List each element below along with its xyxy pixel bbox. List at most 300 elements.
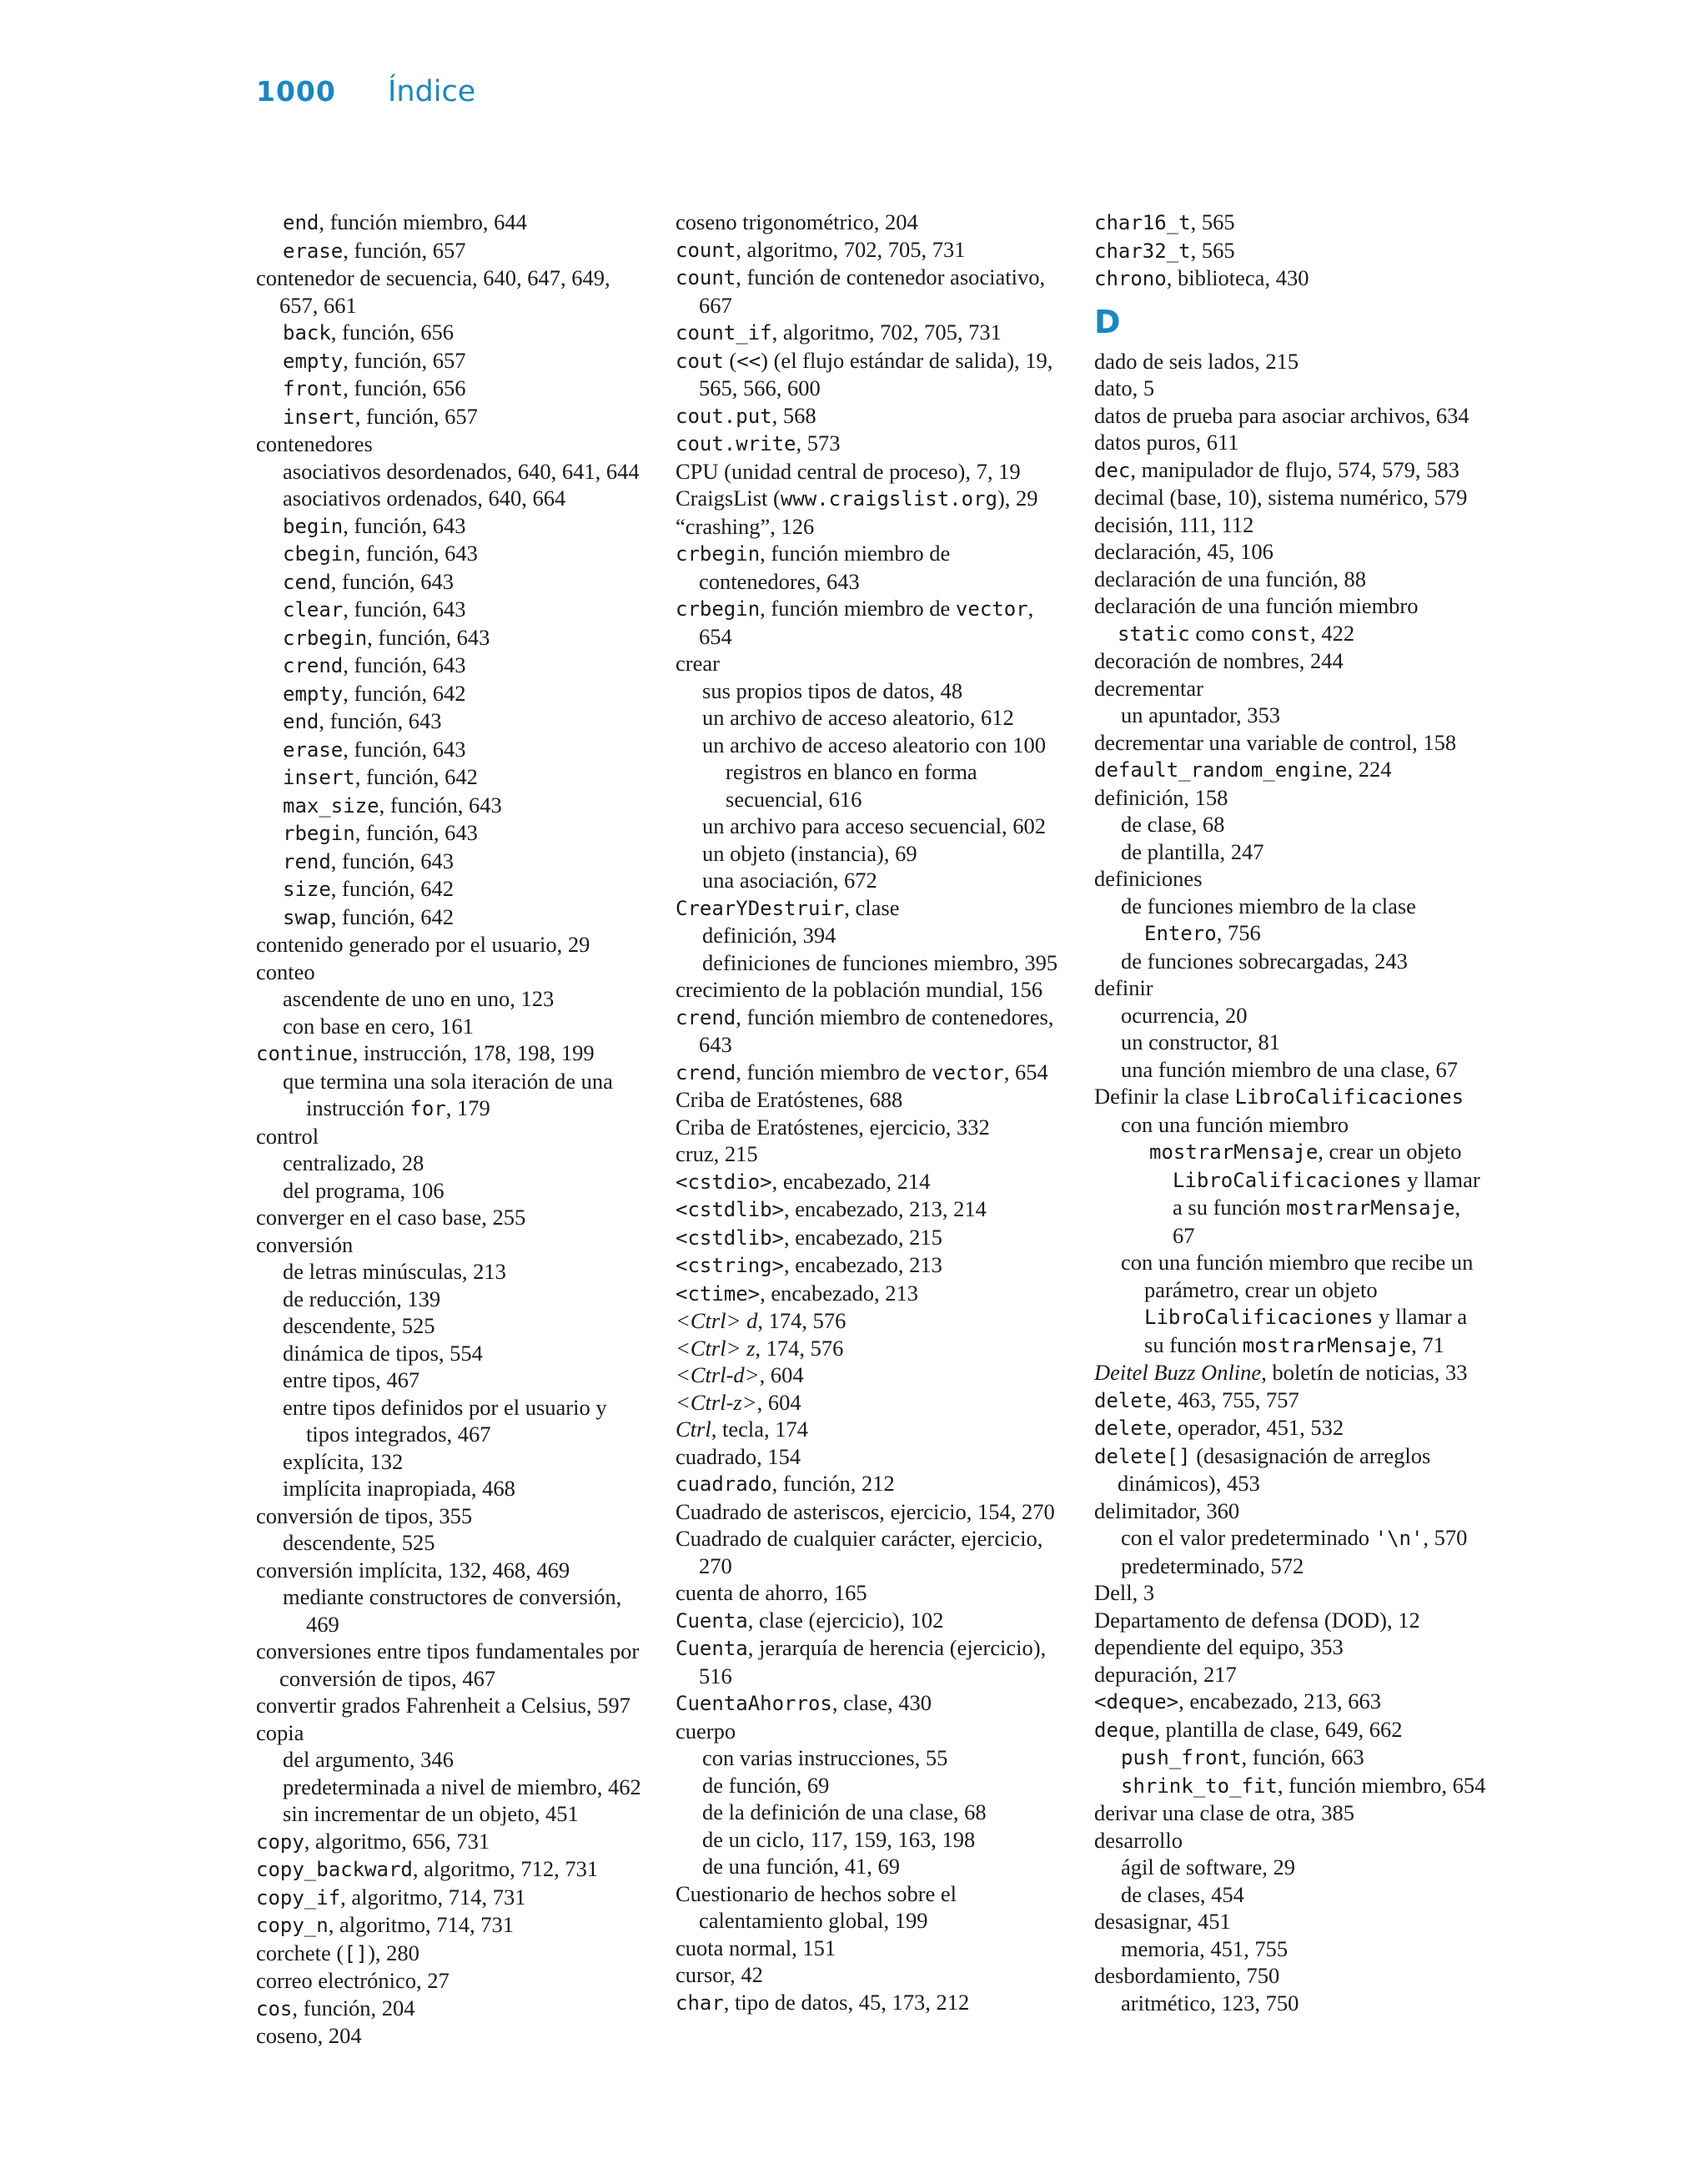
index-subentry bbox=[256, 1312, 648, 1340]
entry-text: , 568 bbox=[771, 402, 816, 428]
code-term: cout.write bbox=[676, 432, 796, 455]
entry-text: de la definición de una clase, 68 bbox=[702, 1799, 987, 1824]
code-term: CuentaAhorros bbox=[676, 1692, 832, 1715]
index-entry bbox=[1094, 729, 1486, 757]
entry-text: un archivo para acceso secuencial, 602 bbox=[702, 813, 1047, 838]
index-entry bbox=[1094, 264, 1486, 293]
code-term: Entero bbox=[1144, 922, 1217, 945]
index-entry bbox=[676, 1280, 1068, 1308]
index-entry bbox=[256, 1995, 648, 2023]
entry-text: contenedores bbox=[256, 431, 373, 456]
code-term: crbegin bbox=[676, 542, 761, 566]
entry-text: con una función miembro que recibe un parámetro, crear un objeto bbox=[1121, 1250, 1474, 1302]
index-entry bbox=[1094, 484, 1486, 511]
entry-text: predeterminado, 572 bbox=[1121, 1552, 1304, 1578]
index-entry bbox=[1094, 675, 1486, 702]
code-term: vector bbox=[932, 1060, 1004, 1084]
code-term: push_front bbox=[1121, 1746, 1242, 1769]
index-subentry bbox=[676, 1799, 1068, 1826]
index-entry bbox=[256, 1502, 648, 1530]
index-subentry bbox=[1094, 1138, 1486, 1249]
index-entry bbox=[1094, 1688, 1486, 1716]
entry-text: declaración, 45, 106 bbox=[1094, 539, 1273, 564]
entry-text: cuadrado, 154 bbox=[676, 1443, 801, 1469]
code-term: count bbox=[676, 266, 736, 289]
index-subentry bbox=[1094, 1552, 1486, 1580]
entry-text: del argumento, 346 bbox=[283, 1747, 454, 1772]
entry-text: , función, 642 bbox=[354, 764, 478, 789]
entry-text: , algoritmo, 656, 731 bbox=[304, 1828, 490, 1854]
index-entry bbox=[676, 1140, 1068, 1168]
code-term: default_random_engine bbox=[1094, 758, 1348, 782]
entry-text: , 604 bbox=[759, 1362, 804, 1387]
entry-text: con una función miembro bbox=[1121, 1111, 1349, 1137]
entry-text: centralizado, 28 bbox=[283, 1150, 424, 1175]
index-entry bbox=[256, 1884, 648, 1912]
entry-text: , función, 643 bbox=[354, 820, 478, 845]
index-entry bbox=[676, 1880, 1068, 1935]
index-entry bbox=[676, 1961, 1068, 1989]
index-entry bbox=[676, 1168, 1068, 1196]
index-subentry bbox=[1094, 1744, 1486, 1772]
index-entry bbox=[1094, 1908, 1486, 1935]
index-entry bbox=[676, 595, 1068, 650]
code-term: delete bbox=[1094, 1388, 1167, 1412]
index-column-2 bbox=[676, 209, 1068, 2016]
entry-text: CraigsList ( bbox=[676, 486, 781, 511]
index-subentry bbox=[256, 624, 648, 652]
entry-text: definición, 158 bbox=[1094, 784, 1228, 810]
entry-text: , 570 bbox=[1423, 1525, 1468, 1550]
code-term: delete[] bbox=[1094, 1444, 1191, 1468]
entry-text: de función, 69 bbox=[702, 1772, 830, 1798]
code-term: const bbox=[1249, 621, 1311, 646]
entry-text: , función, 643 bbox=[379, 792, 502, 818]
entry-text: , instrucción, 178, 198, 199 bbox=[352, 1040, 595, 1065]
index-subentry bbox=[1094, 1772, 1486, 1800]
code-term: insert bbox=[283, 405, 355, 429]
index-entry bbox=[1094, 592, 1486, 647]
index-subentry bbox=[676, 732, 1068, 813]
entry-text: definición, 394 bbox=[702, 923, 836, 948]
entry-text: , función, 643 bbox=[343, 736, 466, 762]
code-term: deque bbox=[1094, 1718, 1155, 1742]
entry-text: <Ctrl-d> bbox=[676, 1362, 760, 1387]
index-subentry bbox=[1094, 811, 1486, 838]
index-subentry bbox=[256, 512, 648, 541]
index-entry bbox=[1094, 1607, 1486, 1634]
code-term: LibroCalificaciones bbox=[1234, 1085, 1464, 1109]
code-term: for bbox=[409, 1097, 446, 1120]
index-entry bbox=[256, 931, 648, 959]
entry-text: Cuadrado de asteriscos, ejercicio, 154, 270 bbox=[676, 1498, 1055, 1524]
entry-text: , algoritmo, 712, 731 bbox=[412, 1856, 599, 1881]
entry-text: , función miembro de bbox=[736, 1059, 932, 1084]
code-term: clear bbox=[283, 598, 344, 621]
entry-text: dato, 5 bbox=[1094, 375, 1155, 400]
entry-text: , función, 642 bbox=[330, 876, 454, 901]
entry-text: Ctrl bbox=[676, 1417, 711, 1442]
index-subentry bbox=[256, 1475, 648, 1502]
entry-text: ( bbox=[723, 347, 737, 373]
index-subentry bbox=[256, 819, 648, 848]
entry-text: “crashing”, 126 bbox=[676, 513, 815, 539]
entry-text: declaración de una función, 88 bbox=[1094, 566, 1366, 591]
entry-text: y llamar a su función bbox=[1144, 1304, 1468, 1357]
entry-text: un objeto (instancia), 69 bbox=[702, 840, 917, 866]
index-entry bbox=[676, 319, 1068, 347]
index-entry bbox=[676, 1718, 1068, 1745]
code-term: char16_t bbox=[1094, 211, 1191, 234]
index-subentry bbox=[256, 652, 648, 680]
entry-text: , encabezado, 213, 214 bbox=[784, 1196, 987, 1221]
code-term: copy bbox=[256, 1829, 304, 1854]
index-entry bbox=[1094, 209, 1486, 237]
index-subentry bbox=[256, 1394, 648, 1448]
index-entry bbox=[1094, 1359, 1486, 1386]
entry-text: , encabezado, 214 bbox=[771, 1168, 931, 1194]
index-entry bbox=[1094, 566, 1486, 593]
index-subentry bbox=[676, 1826, 1068, 1854]
entry-text: <Ctrl> d bbox=[676, 1308, 758, 1333]
entry-text: , algoritmo, 702, 705, 731 bbox=[771, 320, 1002, 345]
code-term: rbegin bbox=[283, 822, 355, 845]
code-term: cos bbox=[256, 1996, 293, 2020]
index-subentry bbox=[256, 707, 648, 736]
entry-text: , encabezado, 213 bbox=[784, 1252, 942, 1277]
entry-text: <Ctrl-z> bbox=[676, 1389, 757, 1415]
entry-text: , función, 642 bbox=[330, 903, 454, 929]
entry-text: descendente, 525 bbox=[283, 1313, 435, 1338]
entry-text: , 654 bbox=[699, 596, 1034, 649]
entry-text: ) (el flujo estándar de salida), 19, 565, 566, 600 bbox=[699, 347, 1053, 400]
entry-text: , 224 bbox=[1347, 757, 1392, 782]
entry-text: , 179 bbox=[445, 1095, 490, 1120]
entry-text: control bbox=[256, 1123, 319, 1149]
index-entry bbox=[1094, 1497, 1486, 1525]
entry-text: del programa, 106 bbox=[283, 1177, 445, 1203]
entry-text: , 174, 576 bbox=[755, 1335, 844, 1361]
entry-text: , función, 657 bbox=[343, 237, 466, 263]
code-term: delete bbox=[1094, 1417, 1167, 1440]
index-entry bbox=[676, 513, 1068, 541]
entry-text: depuración, 217 bbox=[1094, 1661, 1237, 1687]
index-entry bbox=[1094, 456, 1486, 485]
entry-text: ocurrencia, 20 bbox=[1121, 1002, 1248, 1028]
entry-text: datos de prueba para asociar archivos, 634 bbox=[1094, 402, 1469, 428]
index-subentry bbox=[1094, 893, 1486, 948]
index-entry bbox=[676, 1470, 1068, 1498]
entry-text: un archivo de acceso aleatorio, 612 bbox=[702, 705, 1014, 730]
entry-text: copia bbox=[256, 1719, 304, 1745]
entry-text: Deitel Buzz Online bbox=[1094, 1360, 1262, 1385]
code-term: www.craigslist.org bbox=[780, 487, 997, 511]
entry-text: , función, 643 bbox=[330, 568, 454, 594]
index-subentry bbox=[256, 1177, 648, 1205]
index-subentry bbox=[256, 1366, 648, 1394]
index-entry bbox=[676, 485, 1068, 513]
code-term: continue bbox=[256, 1042, 353, 1065]
entry-text: un constructor, 81 bbox=[1121, 1029, 1281, 1054]
entry-text: , función de contenedor asociativo, 667 bbox=[699, 264, 1046, 318]
code-term: cbegin bbox=[283, 542, 355, 566]
entry-text: ágil de software, 29 bbox=[1121, 1854, 1295, 1880]
index-entry bbox=[676, 458, 1068, 486]
index-entry bbox=[1094, 237, 1486, 265]
index-entry bbox=[1094, 1083, 1486, 1111]
entry-text: entre tipos, 467 bbox=[283, 1367, 420, 1392]
index-subentry bbox=[256, 485, 648, 512]
entry-text: asociativos ordenados, 640, 664 bbox=[283, 486, 566, 511]
index-entry bbox=[676, 1989, 1068, 2017]
index-entry bbox=[676, 1416, 1068, 1443]
entry-text: Criba de Eratóstenes, 688 bbox=[676, 1087, 903, 1112]
index-entry bbox=[676, 1086, 1068, 1114]
code-term: [] bbox=[344, 1941, 369, 1965]
page-header bbox=[256, 75, 475, 125]
index-entry bbox=[676, 1634, 1068, 1689]
entry-text: aritmético, 123, 750 bbox=[1121, 1990, 1299, 2015]
entry-text: Dell, 3 bbox=[1094, 1580, 1155, 1605]
index-column-3 bbox=[1094, 209, 1486, 2016]
entry-text: ), 280 bbox=[368, 1940, 419, 1965]
entry-text: que termina una sola iteración de una instrucción bbox=[283, 1068, 613, 1120]
index-entry bbox=[1094, 1633, 1486, 1661]
entry-text: , 463, 755, 757 bbox=[1166, 1386, 1299, 1412]
index-subentry bbox=[256, 1258, 648, 1286]
entry-text: , 565 bbox=[1190, 209, 1235, 234]
entry-text: , algoritmo, 702, 705, 731 bbox=[736, 236, 966, 262]
index-subentry bbox=[1094, 1524, 1486, 1552]
index-subentry bbox=[1094, 1990, 1486, 2017]
code-term: char bbox=[676, 1990, 724, 2015]
index-entry bbox=[676, 1361, 1068, 1389]
entry-text: , 71 bbox=[1411, 1331, 1444, 1357]
entry-text: predeterminada a nivel de miembro, 462 bbox=[283, 1774, 641, 1799]
entry-text: , función miembro, 654 bbox=[1277, 1772, 1486, 1798]
code-term: crbegin bbox=[676, 597, 761, 621]
entry-text: , 654 bbox=[1003, 1059, 1048, 1084]
entry-text: , operador, 451, 532 bbox=[1166, 1415, 1344, 1440]
index-entry bbox=[676, 236, 1068, 264]
code-term: swap bbox=[283, 905, 331, 929]
index-subentry bbox=[676, 1772, 1068, 1799]
code-term: size bbox=[283, 878, 331, 901]
entry-text: corchete ( bbox=[256, 1940, 344, 1965]
index-entry bbox=[256, 1123, 648, 1150]
code-term: dec bbox=[1094, 458, 1131, 482]
entry-text: declaración de una función miembro bbox=[1094, 593, 1419, 618]
index-entry bbox=[676, 1607, 1068, 1635]
entry-text: una asociación, 672 bbox=[702, 868, 877, 893]
code-term: LibroCalificaciones bbox=[1144, 1306, 1374, 1329]
entry-text: desasignar, 451 bbox=[1094, 1909, 1231, 1934]
index-entry bbox=[1094, 1661, 1486, 1688]
index-entry bbox=[1094, 348, 1486, 375]
entry-text: , encabezado, 213 bbox=[760, 1280, 918, 1306]
code-term: Cuenta bbox=[676, 1637, 748, 1660]
entry-text: de una función, 41, 69 bbox=[702, 1854, 900, 1879]
code-term: chrono bbox=[1094, 267, 1167, 290]
index-entry bbox=[1094, 974, 1486, 1002]
entry-text: con varias instrucciones, 55 bbox=[702, 1745, 948, 1770]
entry-text: de plantilla, 247 bbox=[1121, 838, 1264, 864]
entry-text: , función, 643 bbox=[343, 596, 466, 621]
entry-text: , función, 657 bbox=[354, 403, 478, 429]
index-column-1 bbox=[256, 209, 648, 2050]
entry-text: coseno trigonométrico, 204 bbox=[676, 209, 918, 234]
entry-text: de reducción, 139 bbox=[283, 1286, 441, 1311]
index-subentry bbox=[1094, 1249, 1486, 1359]
entry-text: un archivo de acceso aleatorio con 100 registros en blanco en forma secuencial, 616 bbox=[702, 732, 1047, 812]
code-term: empty bbox=[283, 349, 344, 373]
entry-text: , manipulador de flujo, 574, 579, 583 bbox=[1130, 456, 1459, 482]
index-subentry bbox=[256, 1286, 648, 1313]
index-subentry bbox=[1094, 1111, 1486, 1139]
entry-text: , encabezado, 215 bbox=[784, 1224, 942, 1250]
entry-text: decisión, 111, 112 bbox=[1094, 511, 1254, 537]
entry-text: , función, 656 bbox=[330, 320, 454, 345]
code-term: cout bbox=[676, 349, 724, 373]
entry-text: conteo bbox=[256, 959, 315, 984]
entry-text: , función miembro de bbox=[760, 596, 956, 621]
entry-text: , función, 643 bbox=[343, 652, 466, 677]
index-entry bbox=[676, 209, 1068, 236]
index-subentry bbox=[1094, 838, 1486, 866]
index-subentry bbox=[676, 704, 1068, 732]
index-subentry bbox=[256, 792, 648, 820]
entry-text: , jerarquía de herencia (ejercicio), 516 bbox=[699, 1635, 1047, 1688]
code-term: empty bbox=[283, 682, 344, 706]
entry-text: , función, 663 bbox=[1241, 1744, 1364, 1769]
index-entry bbox=[1094, 1716, 1486, 1744]
index-subentry bbox=[256, 1068, 648, 1123]
index-entry bbox=[256, 1855, 648, 1884]
entry-text: convertir grados Fahrenheit a Celsius, 597 bbox=[256, 1693, 630, 1718]
entry-text: conversiones entre tipos fundamentales por conversión de tipos, 467 bbox=[256, 1638, 640, 1691]
code-term: mostrarMensaje bbox=[1242, 1333, 1412, 1357]
entry-text: Departamento de defensa (DOD), 12 bbox=[1094, 1607, 1420, 1633]
code-term: max_size bbox=[283, 793, 379, 818]
entry-text: , algoritmo, 714, 731 bbox=[340, 1884, 526, 1910]
entry-text: ), 29 bbox=[997, 486, 1038, 511]
index-entry bbox=[1094, 1962, 1486, 1990]
code-term: erase bbox=[283, 737, 344, 762]
code-term: mostrarMensaje bbox=[1286, 1196, 1455, 1220]
code-term: <deque> bbox=[1094, 1690, 1179, 1714]
index-subentry bbox=[1094, 1029, 1486, 1056]
code-term: <cstdlib> bbox=[676, 1225, 785, 1250]
index-entry bbox=[676, 894, 1068, 923]
entry-text: correo electrónico, 27 bbox=[256, 1968, 450, 1993]
entry-text: un apuntador, 353 bbox=[1121, 702, 1281, 727]
index-entry bbox=[1094, 1386, 1486, 1415]
entry-text: con el valor predeterminado bbox=[1121, 1525, 1375, 1550]
entry-text: memoria, 451, 755 bbox=[1121, 1935, 1289, 1961]
index-entry bbox=[1094, 402, 1486, 430]
index-subentry bbox=[676, 840, 1068, 868]
index-subentry bbox=[1094, 1935, 1486, 1963]
entry-text: , 573 bbox=[796, 430, 841, 455]
entry-text: dinámica de tipos, 554 bbox=[283, 1340, 483, 1366]
index-entry bbox=[676, 540, 1068, 595]
index-subentry bbox=[1094, 948, 1486, 975]
index-entry bbox=[676, 264, 1068, 319]
code-term: count bbox=[676, 238, 736, 262]
index-entry bbox=[1094, 784, 1486, 812]
entry-text: , clase (ejercicio), 102 bbox=[747, 1607, 944, 1633]
index-entry bbox=[256, 1719, 648, 1747]
index-entry bbox=[256, 2022, 648, 2050]
entry-text: con base en cero, 161 bbox=[283, 1013, 474, 1039]
entry-text: contenedor de secuencia, 640, 647, 649, 657, 661 bbox=[256, 265, 610, 318]
index-subentry bbox=[256, 848, 648, 876]
entry-text: desarrollo bbox=[1094, 1827, 1183, 1853]
entry-text: conversión implícita, 132, 468, 469 bbox=[256, 1557, 570, 1583]
entry-text: , 565 bbox=[1190, 237, 1235, 263]
entry-text: definiciones bbox=[1094, 866, 1203, 891]
entry-text: , 174, 576 bbox=[757, 1308, 846, 1333]
index-subentry bbox=[256, 1800, 648, 1828]
entry-text: de funciones miembro de la clase bbox=[1121, 893, 1416, 918]
entry-text: , 756 bbox=[1216, 920, 1261, 945]
index-entry bbox=[676, 1251, 1068, 1280]
entry-text: <Ctrl> z bbox=[676, 1335, 756, 1361]
code-term: vector bbox=[955, 597, 1028, 621]
entry-text: , función miembro de contenedores, 643 bbox=[699, 541, 951, 594]
entry-text: Criba de Eratóstenes, ejercicio, 332 bbox=[676, 1114, 990, 1140]
index-entry bbox=[1094, 429, 1486, 456]
code-term: back bbox=[283, 321, 331, 345]
entry-text: de clase, 68 bbox=[1121, 812, 1225, 837]
code-term: begin bbox=[283, 514, 344, 538]
entry-text: (desasignación de arreglos dinámicos), 453 bbox=[1118, 1442, 1431, 1496]
index-entry bbox=[1094, 1799, 1486, 1827]
code-term: crend bbox=[283, 654, 344, 677]
index-subentry bbox=[256, 1774, 648, 1801]
entry-text: , 422 bbox=[1310, 620, 1355, 646]
entry-text: , función, 657 bbox=[343, 347, 466, 373]
index-entry bbox=[256, 1940, 648, 1968]
entry-text: , función, 643 bbox=[330, 848, 454, 873]
code-term: static bbox=[1118, 621, 1190, 646]
index-entry bbox=[676, 1195, 1068, 1224]
entry-text: coseno, 204 bbox=[256, 2023, 362, 2048]
code-term: <cstdio> bbox=[676, 1170, 772, 1194]
index-subentry bbox=[256, 1448, 648, 1476]
page-number: 1000 bbox=[256, 75, 336, 108]
entry-text: implícita inapropiada, 468 bbox=[283, 1476, 515, 1501]
entry-text: decrementar una variable de control, 158 bbox=[1094, 729, 1457, 755]
entry-text: entre tipos definidos por el usuario y tipos integrados, 467 bbox=[283, 1394, 607, 1447]
entry-text: , función miembro de contenedores, 643 bbox=[699, 1004, 1054, 1057]
code-term: mostrarMensaje bbox=[1149, 1140, 1319, 1164]
index-entry bbox=[676, 1389, 1068, 1417]
code-term: rend bbox=[283, 849, 331, 873]
entry-text: cursor, 42 bbox=[676, 1962, 763, 1987]
index-subentry bbox=[256, 1529, 648, 1557]
index-subentry bbox=[256, 375, 648, 403]
entry-text: , tipo de datos, 45, 173, 212 bbox=[723, 1989, 970, 2015]
index-subentry bbox=[256, 1746, 648, 1774]
index-entry bbox=[676, 1059, 1068, 1087]
index-subentry bbox=[676, 949, 1068, 977]
index-entry bbox=[1094, 756, 1486, 784]
entry-text: cuerpo bbox=[676, 1718, 736, 1744]
code-term: count_if bbox=[676, 321, 772, 345]
entry-text: desbordamiento, 750 bbox=[1094, 1963, 1280, 1988]
entry-text: , función, 643 bbox=[367, 624, 490, 650]
